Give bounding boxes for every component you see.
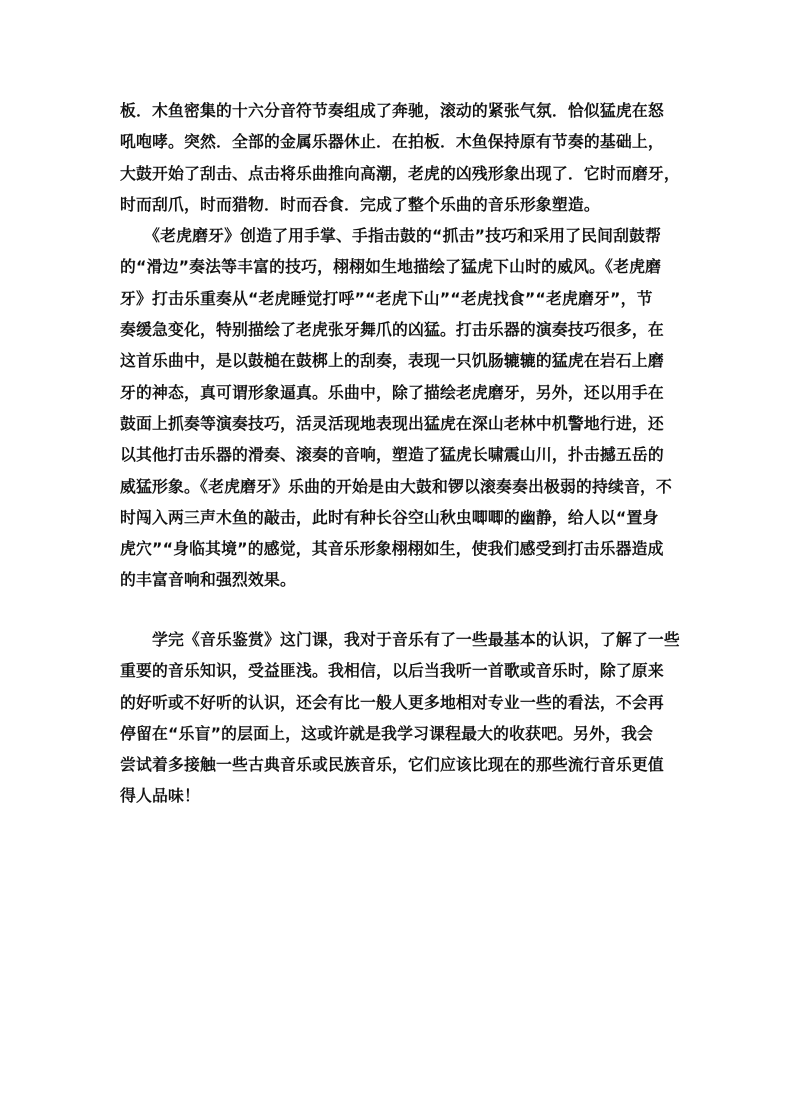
text-line: 大鼓开始了刮击、点击将乐曲推向高潮，老虎的凶残形象出现了．它时而磨牙， xyxy=(120,163,680,183)
text-line: 威猛形象。《老虎磨牙》乐曲的开始是由大鼓和锣以滚奏奏出极弱的持续音，不 xyxy=(120,476,672,496)
text-line: 牙的神态，真可谓形象逼真。乐曲中，除了描绘老虎磨牙，另外，还以用手在 xyxy=(120,382,664,402)
text-line: 虎穴”“身临其境”的感觉，其音乐形象栩栩如生，使我们感受到打击乐器造成 xyxy=(120,539,664,559)
body-text-upper xyxy=(120,95,680,596)
body-text-lower xyxy=(120,624,680,812)
text-line: 的好听或不好听的认识，还会有比一般人更多地相对专业一些的看法，不会再 xyxy=(120,692,664,712)
text-line: 《老虎磨牙》创造了用手掌、手指击鼓的“抓击”技巧和采用了民间刮鼓帮 xyxy=(120,226,662,246)
text-line: 时闯入两三声木鱼的敲击，此时有种长谷空山秋虫唧唧的幽静，给人以“置身 xyxy=(120,507,659,527)
text-line: 学完《音乐鉴赏》这门课，我对于音乐有了一些最基本的认识，了解了一些 xyxy=(120,630,680,649)
text-line: 奏缓急变化，特别描绘了老虎张牙舞爪的凶猛。打击乐器的演奏技巧很多，在 xyxy=(120,320,664,340)
paragraph-continuation xyxy=(120,95,680,220)
text-line: 尝试着多接触一些古典音乐或民族音乐，它们应该比现在的那些流行音乐更值 xyxy=(120,755,664,775)
text-line: 时而刮爪，时而猎物．时而吞食．完成了整个乐曲的音乐形象塑造。 xyxy=(120,194,600,214)
text-line: 的丰富音响和强烈效果。 xyxy=(120,570,296,590)
text-line: 吼咆哮。突然．全部的金属乐器休止．在拍板．木鱼保持原有节奏的基础上， xyxy=(120,132,664,152)
paragraph-tiger xyxy=(120,220,676,596)
text-line: 以其他打击乐器的滑奏、滚奏的音响，塑造了猛虎长啸震山川，扑击撼五岳的 xyxy=(120,445,664,465)
text-line: 停留在“乐盲”的层面上，这或许就是我学习课程最大的收获吧。另外，我会 xyxy=(120,723,654,743)
text-line: 的“滑边”奏法等丰富的技巧，栩栩如生地描绘了猛虎下山时的威风。《老虎磨 xyxy=(120,257,662,277)
text-line: 鼓面上抓奏等演奏技巧，活灵活现地表现出猛虎在深山老林中机警地行进，还 xyxy=(120,413,664,433)
paragraph-conclusion xyxy=(120,624,680,812)
text-line: 这首乐曲中，是以鼓槌在鼓梆上的刮奏，表现一只饥肠辘辘的猛虎在岩石上磨 xyxy=(120,351,664,371)
text-line: 得人品味！ xyxy=(120,786,200,806)
text-line: 重要的音乐知识，受益匪浅。我相信，以后当我听一首歌或音乐时，除了原来 xyxy=(120,661,664,681)
text-line: 板．木鱼密集的十六分音符节奏组成了奔驰，滚动的紧张气氛．恰似猛虎在怒 xyxy=(120,101,664,120)
text-line: 牙》打击乐重奏从“老虎睡觉打呼”“老虎下山”“老虎找食”“老虎磨牙”，节 xyxy=(120,288,653,308)
